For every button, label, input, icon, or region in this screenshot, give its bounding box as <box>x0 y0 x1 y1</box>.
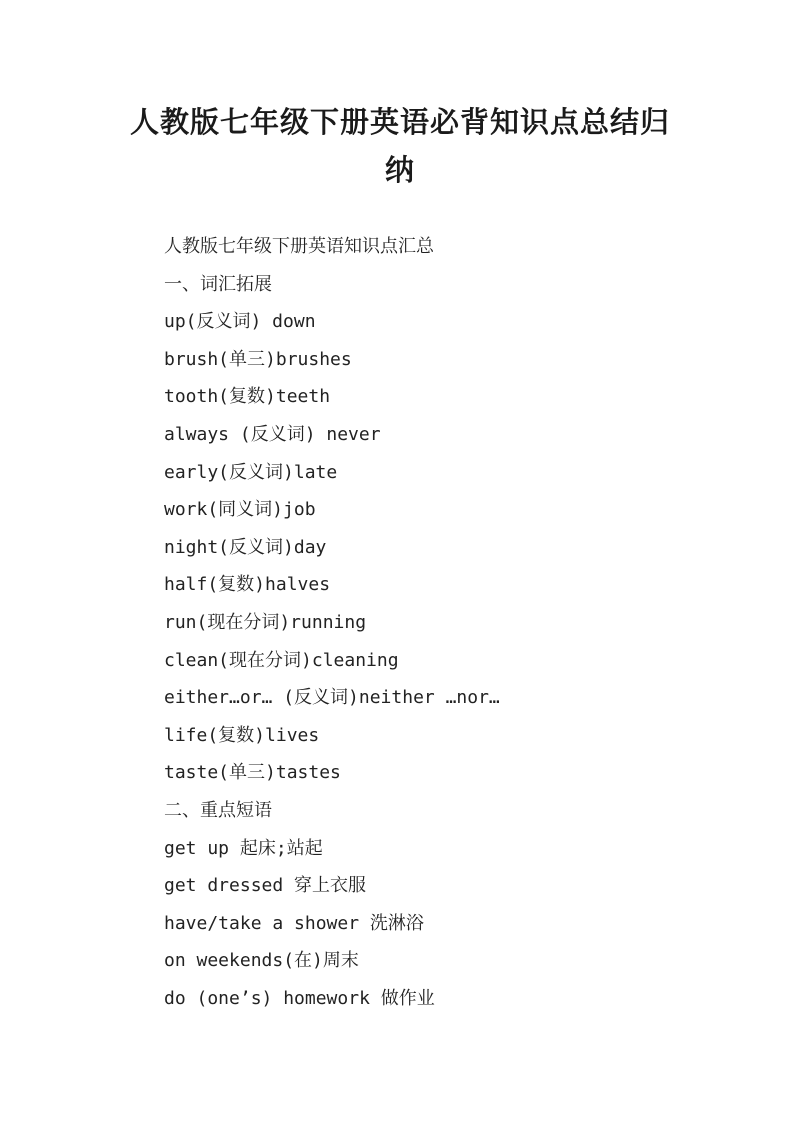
phrase-line: have/take a shower 洗淋浴 <box>164 912 424 934</box>
vocab-line: life(复数)lives <box>164 724 320 746</box>
subtitle: 人教版七年级下册英语知识点汇总 <box>164 236 434 257</box>
title-line-1: 人教版七年级下册英语必背知识点总结归 <box>129 105 670 139</box>
vocab-line: tooth(复数)teeth <box>164 386 331 408</box>
vocab-line: clean(现在分词)cleaning <box>164 649 399 671</box>
document-body <box>164 228 724 1017</box>
vocab-line: work(同义词)job <box>164 499 316 521</box>
vocab-line: brush(单三)brushes <box>164 348 352 370</box>
document-title <box>100 98 700 194</box>
vocab-line: half(复数)halves <box>164 574 331 596</box>
phrase-line: on weekends(在)周末 <box>164 950 359 972</box>
section-heading-phrases: 二、重点短语 <box>164 799 272 821</box>
vocab-line: up(反义词) down <box>164 311 316 333</box>
phrase-line: do (one’s) homework 做作业 <box>164 987 435 1009</box>
vocab-line: early(反义词)late <box>164 461 338 483</box>
vocab-line: run(现在分词)running <box>164 611 367 633</box>
vocab-line: either…or… (反义词)neither …nor… <box>164 687 500 709</box>
vocab-line: taste(单三)tastes <box>164 762 341 784</box>
section-heading-vocabulary: 一、词汇拓展 <box>164 273 272 295</box>
phrase-line: get up 起床;站起 <box>164 837 323 859</box>
title-line-2: 纳 <box>384 153 415 187</box>
phrase-line: get dressed 穿上衣服 <box>164 875 367 897</box>
vocab-line: night(反义词)day <box>164 536 327 558</box>
vocab-line: always (反义词) never <box>164 423 381 445</box>
